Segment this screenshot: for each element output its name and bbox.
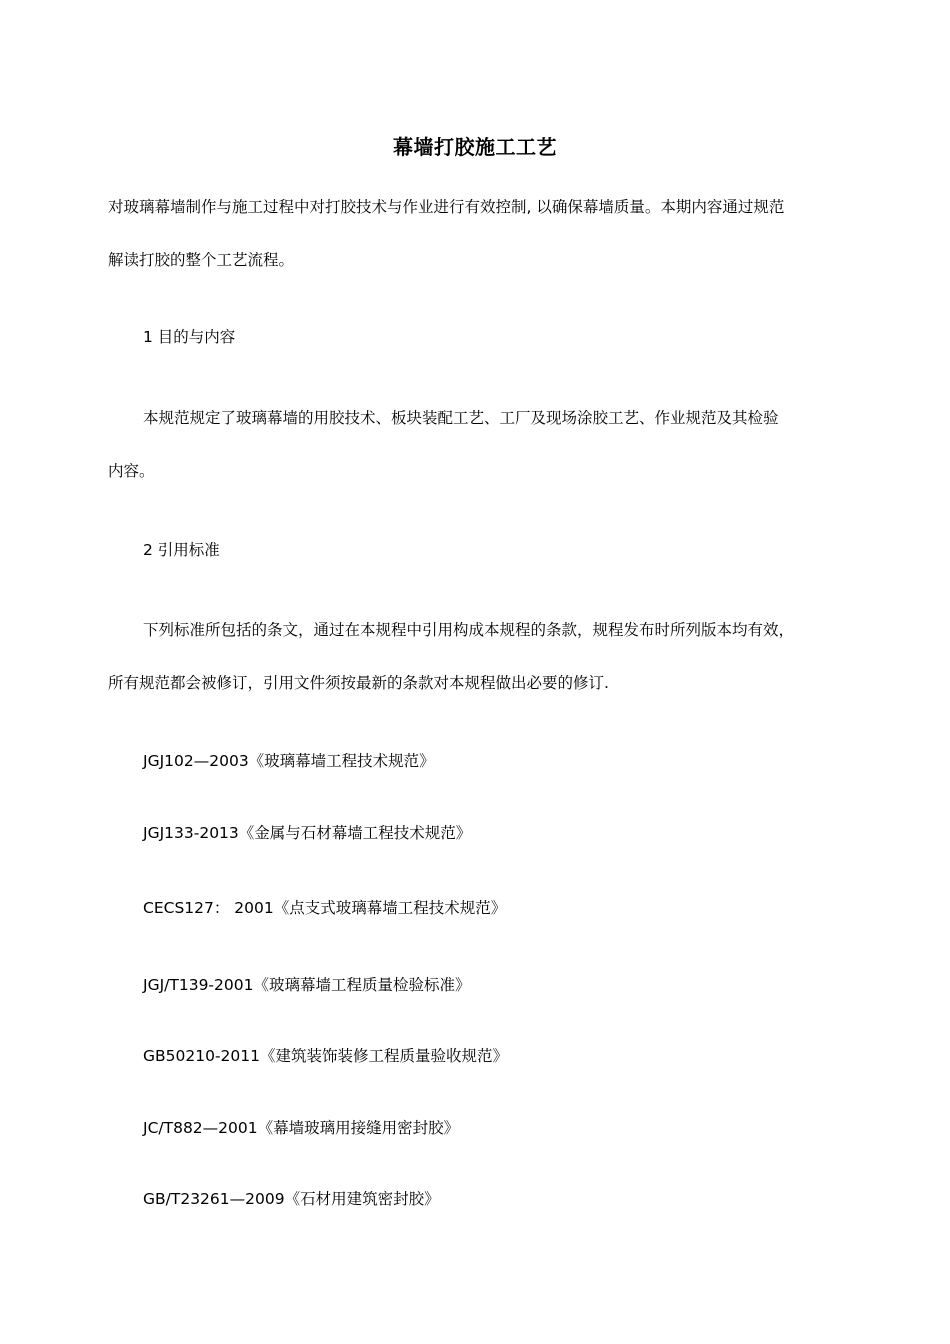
section-2-body-line-1: 下列标准所包括的条文，通过在本规程中引用构成本规程的条款，规程发布时所列版本均有效，: [143, 621, 795, 639]
standard-item: GB50210-2011《建筑装饰装修工程质量验收规范》: [143, 1047, 508, 1065]
section-1-heading: 1 目的与内容: [143, 328, 236, 346]
standard-item: JGJ102—2003《玻璃幕墙工程技术规范》: [143, 752, 435, 770]
standard-item: JGJ133-2013《金属与石材幕墙工程技术规范》: [143, 824, 472, 842]
standard-item: CECS127： 2001《点支式玻璃幕墙工程技术规范》: [143, 899, 507, 917]
standard-item: GB/T23261—2009《石材用建筑密封胶》: [143, 1190, 440, 1208]
intro-line-1: 对玻璃幕墙制作与施工过程中对打胶技术与作业进行有效控制, 以确保幕墙质量。本期内容通过规范: [108, 198, 785, 216]
intro-line-2: 解读打胶的整个工艺流程。: [108, 251, 295, 269]
document-title: 幕墙打胶施工工艺: [393, 135, 557, 159]
section-2-heading: 2 引用标准: [143, 541, 220, 559]
standard-item: JC/T882—2001《幕墙玻璃用接缝用密封胶》: [143, 1119, 460, 1137]
section-2-body-line-2: 所有规范都会被修订，引用文件须按最新的条款对本规程做出必要的修订.: [108, 674, 609, 692]
standard-item: JGJ/T139-2001《玻璃幕墙工程质量检验标准》: [143, 976, 471, 994]
section-1-body-line-1: 本规范规定了玻璃幕墙的用胶技术、板块装配工艺、工厂及现场涂胶工艺、作业规范及其检验: [143, 409, 779, 427]
section-1-body-line-2: 内容。: [108, 462, 155, 480]
